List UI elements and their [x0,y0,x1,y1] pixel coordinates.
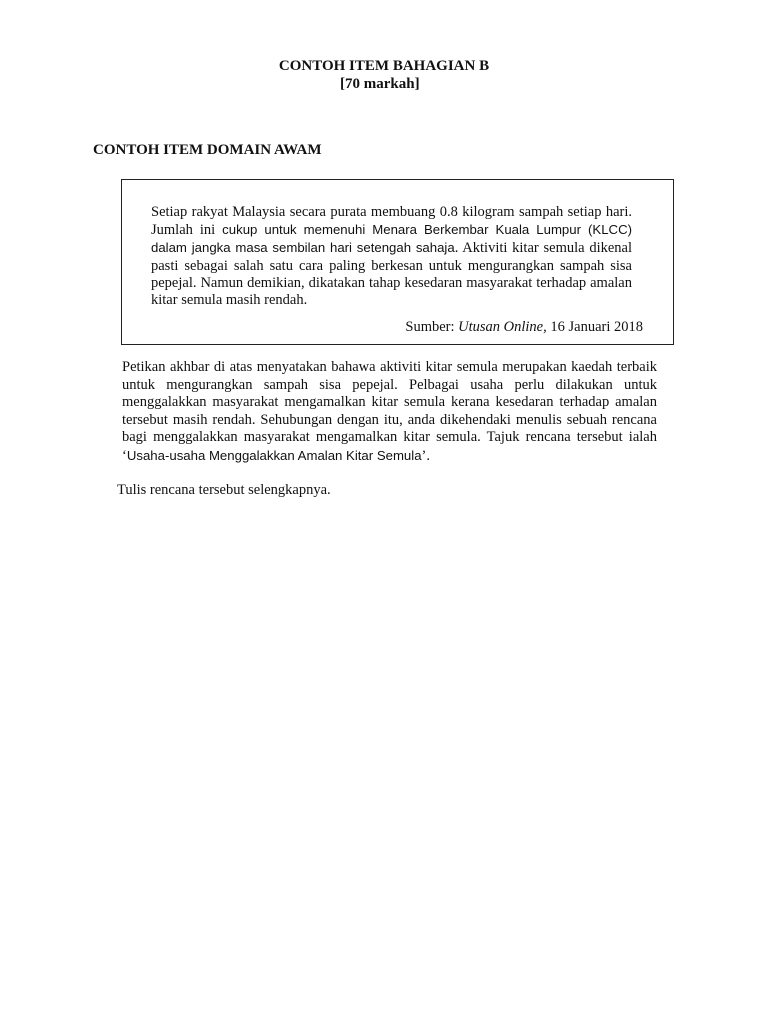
section-heading: CONTOH ITEM DOMAIN AWAM [93,142,322,158]
marks-label: [70 markah] [340,76,420,92]
excerpt-text-part3: . Aktiviti kitar semula dikenal pasti sebagai salah satu cara paling berkesan untuk mengurangkan sampah sisa pepejal. Namun demikian, dikatakan tahap kesedaran masyarakat terhadap amalan kitar semula masih rendah. [151,240,632,309]
source-name: Utusan Online, [458,319,547,335]
instructions-part1: Petikan akhbar di atas menyatakan bahawa aktiviti kitar semula merupakan kaedah terbaik untuk mengurangkan sampah sisa pepejal. Pelbagai usaha perlu dilakukan untuk menggalakkan masyarakat mengamalkan kitar semula kerana kesedaran terhadap amalan tersebut masih rendah. Sehubungan dengan itu, anda dikehendaki menulis sebuah rencana bagi menggalakkan masyarakat mengamalkan kitar semula. Tajuk rencana tersebut ialah ‘ [122,359,657,464]
source-label: Sumber: [405,319,459,335]
task-instruction: Tulis rencana tersebut selengkapnya. [117,482,331,498]
excerpt-text-part1: Setiap rakyat Malaysia secara purata membuang 0.8 kilogram sampah setiap hari. Jumlah ini [151,204,632,239]
excerpt-text-part2: cukup untuk memenuhi Menara Berkembar Kuala Lumpur (KLCC) dalam jangka masa sembilan hari setengah sahaja [151,222,632,256]
excerpt-text [151,204,632,309]
excerpt-source [405,319,643,336]
instructions-part3: ’. [421,447,431,464]
source-date: 16 Januari 2018 [546,319,643,335]
instructions-paragraph [122,359,657,466]
excerpt-box [121,179,674,345]
page-title: CONTOH ITEM BAHAGIAN B [278,58,490,74]
essay-title: Usaha-usaha Menggalakkan Amalan Kitar Semula [126,447,422,463]
